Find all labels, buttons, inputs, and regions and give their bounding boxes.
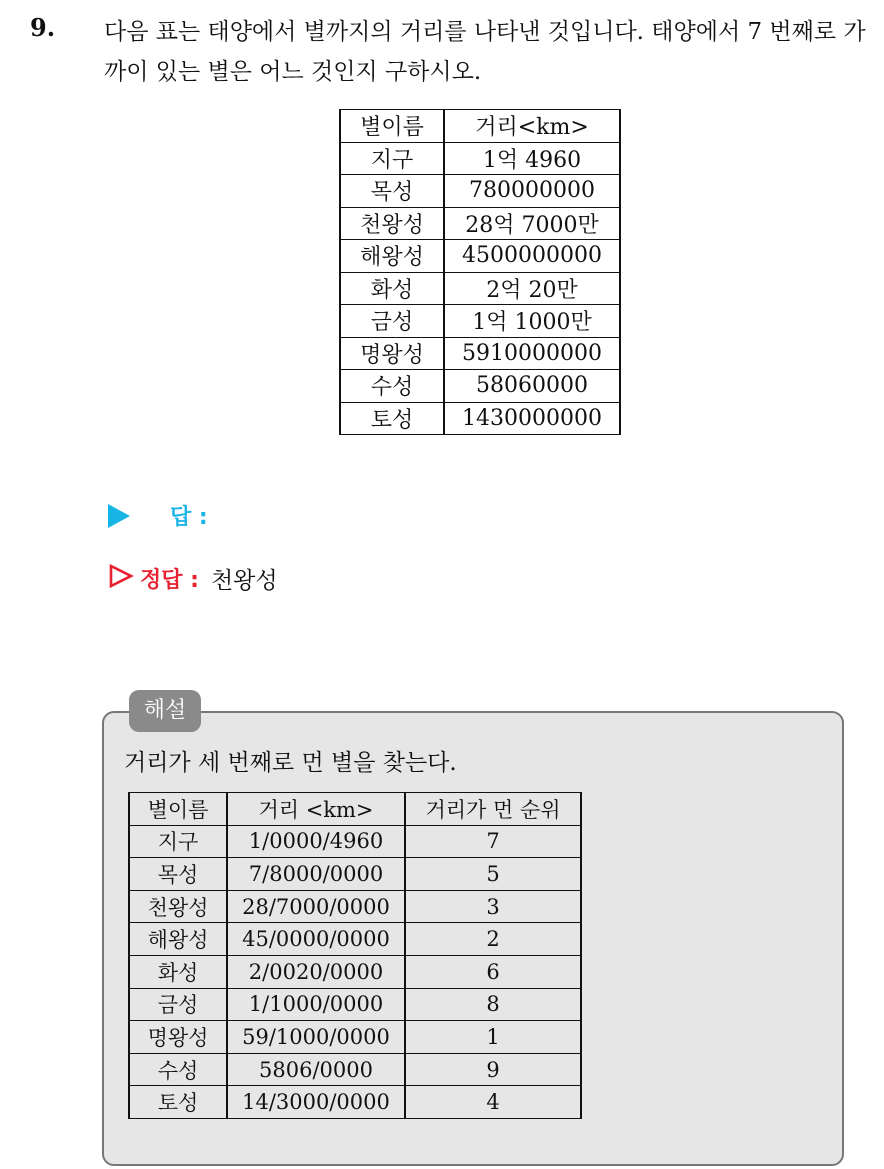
table-row — [129, 1021, 581, 1054]
ranking-table — [128, 792, 582, 1119]
table-row — [340, 370, 620, 403]
star-name-cell: 목성 — [129, 858, 227, 891]
table-row — [340, 305, 620, 338]
header-rank: 거리가 먼 순위 — [405, 793, 581, 826]
distance-cell: 1/0000/4960 — [227, 825, 405, 858]
rank-cell: 9 — [405, 1053, 581, 1086]
distance-cell: 5910000000 — [444, 337, 620, 370]
triangle-filled-icon — [108, 504, 130, 528]
distance-cell: 2/0020/0000 — [227, 955, 405, 988]
star-name-cell: 천왕성 — [340, 207, 444, 240]
table-row — [340, 142, 620, 175]
rank-cell: 8 — [405, 988, 581, 1021]
distance-cell: 4500000000 — [444, 240, 620, 273]
distance-cell: 28/7000/0000 — [227, 890, 405, 923]
table-row — [129, 988, 581, 1021]
question-number: 9. — [30, 13, 56, 42]
table-header-row — [340, 110, 620, 143]
table-row — [129, 890, 581, 923]
distance-table — [339, 109, 621, 435]
star-name-cell: 명왕성 — [340, 337, 444, 370]
rank-cell: 7 — [405, 825, 581, 858]
distance-cell: 59/1000/0000 — [227, 1021, 405, 1054]
rank-cell: 3 — [405, 890, 581, 923]
rank-cell: 5 — [405, 858, 581, 891]
correct-answer-label: 정답 : — [140, 568, 199, 593]
star-name-cell: 금성 — [340, 305, 444, 338]
table-row — [340, 240, 620, 273]
distance-cell: 7/8000/0000 — [227, 858, 405, 891]
star-name-cell: 토성 — [340, 402, 444, 435]
star-name-cell: 수성 — [129, 1053, 227, 1086]
distance-cell: 780000000 — [444, 175, 620, 208]
star-name-cell: 해왕성 — [129, 923, 227, 956]
star-name-cell: 지구 — [340, 142, 444, 175]
star-name-cell: 화성 — [129, 955, 227, 988]
star-name-cell: 해왕성 — [340, 240, 444, 273]
question-text: 다음 표는 태양에서 별까지의 거리를 나타낸 것입니다. 태양에서 7 번째로 가까이 있는 별은 어느 것인지 구하시오. — [104, 19, 866, 85]
rank-cell: 4 — [405, 1086, 581, 1119]
table-row — [340, 207, 620, 240]
header-distance: 거리 <km> — [227, 793, 405, 826]
header-star-name: 별이름 — [340, 110, 444, 143]
star-name-cell: 목성 — [340, 175, 444, 208]
table-row — [129, 825, 581, 858]
star-name-cell: 토성 — [129, 1086, 227, 1119]
distance-cell: 1억 1000만 — [444, 305, 620, 338]
table-row — [340, 337, 620, 370]
table-row — [129, 955, 581, 988]
distance-cell: 28억 7000만 — [444, 207, 620, 240]
star-name-cell: 수성 — [340, 370, 444, 403]
star-name-cell: 지구 — [129, 825, 227, 858]
correct-answer-line — [108, 562, 278, 595]
explanation-tag: 해설 — [129, 690, 201, 732]
header-star-name: 별이름 — [129, 793, 227, 826]
table-row — [340, 272, 620, 305]
table-row — [129, 1086, 581, 1119]
table-row — [129, 858, 581, 891]
table-row — [129, 1053, 581, 1086]
table-row — [129, 923, 581, 956]
distance-cell: 5806/0000 — [227, 1053, 405, 1086]
table-row — [340, 402, 620, 435]
distance-cell: 14/3000/0000 — [227, 1086, 405, 1119]
table-row — [340, 175, 620, 208]
triangle-outline-icon — [108, 563, 134, 595]
distance-cell: 2억 20만 — [444, 272, 620, 305]
explanation-text: 거리가 세 번째로 먼 별을 찾는다. — [124, 750, 457, 776]
distance-cell: 58060000 — [444, 370, 620, 403]
star-name-cell: 천왕성 — [129, 890, 227, 923]
header-distance: 거리<km> — [444, 110, 620, 143]
star-name-cell: 명왕성 — [129, 1021, 227, 1054]
distance-cell: 1/1000/0000 — [227, 988, 405, 1021]
correct-answer-value: 천왕성 — [210, 568, 278, 594]
distance-cell: 1430000000 — [444, 402, 620, 435]
star-name-cell: 화성 — [340, 272, 444, 305]
answer-label: 답 : — [170, 505, 208, 530]
distance-cell: 1억 4960 — [444, 142, 620, 175]
star-name-cell: 금성 — [129, 988, 227, 1021]
rank-cell: 2 — [405, 923, 581, 956]
answer-line — [108, 500, 208, 531]
table-header-row — [129, 793, 581, 826]
rank-cell: 6 — [405, 955, 581, 988]
rank-cell: 1 — [405, 1021, 581, 1054]
distance-cell: 45/0000/0000 — [227, 923, 405, 956]
